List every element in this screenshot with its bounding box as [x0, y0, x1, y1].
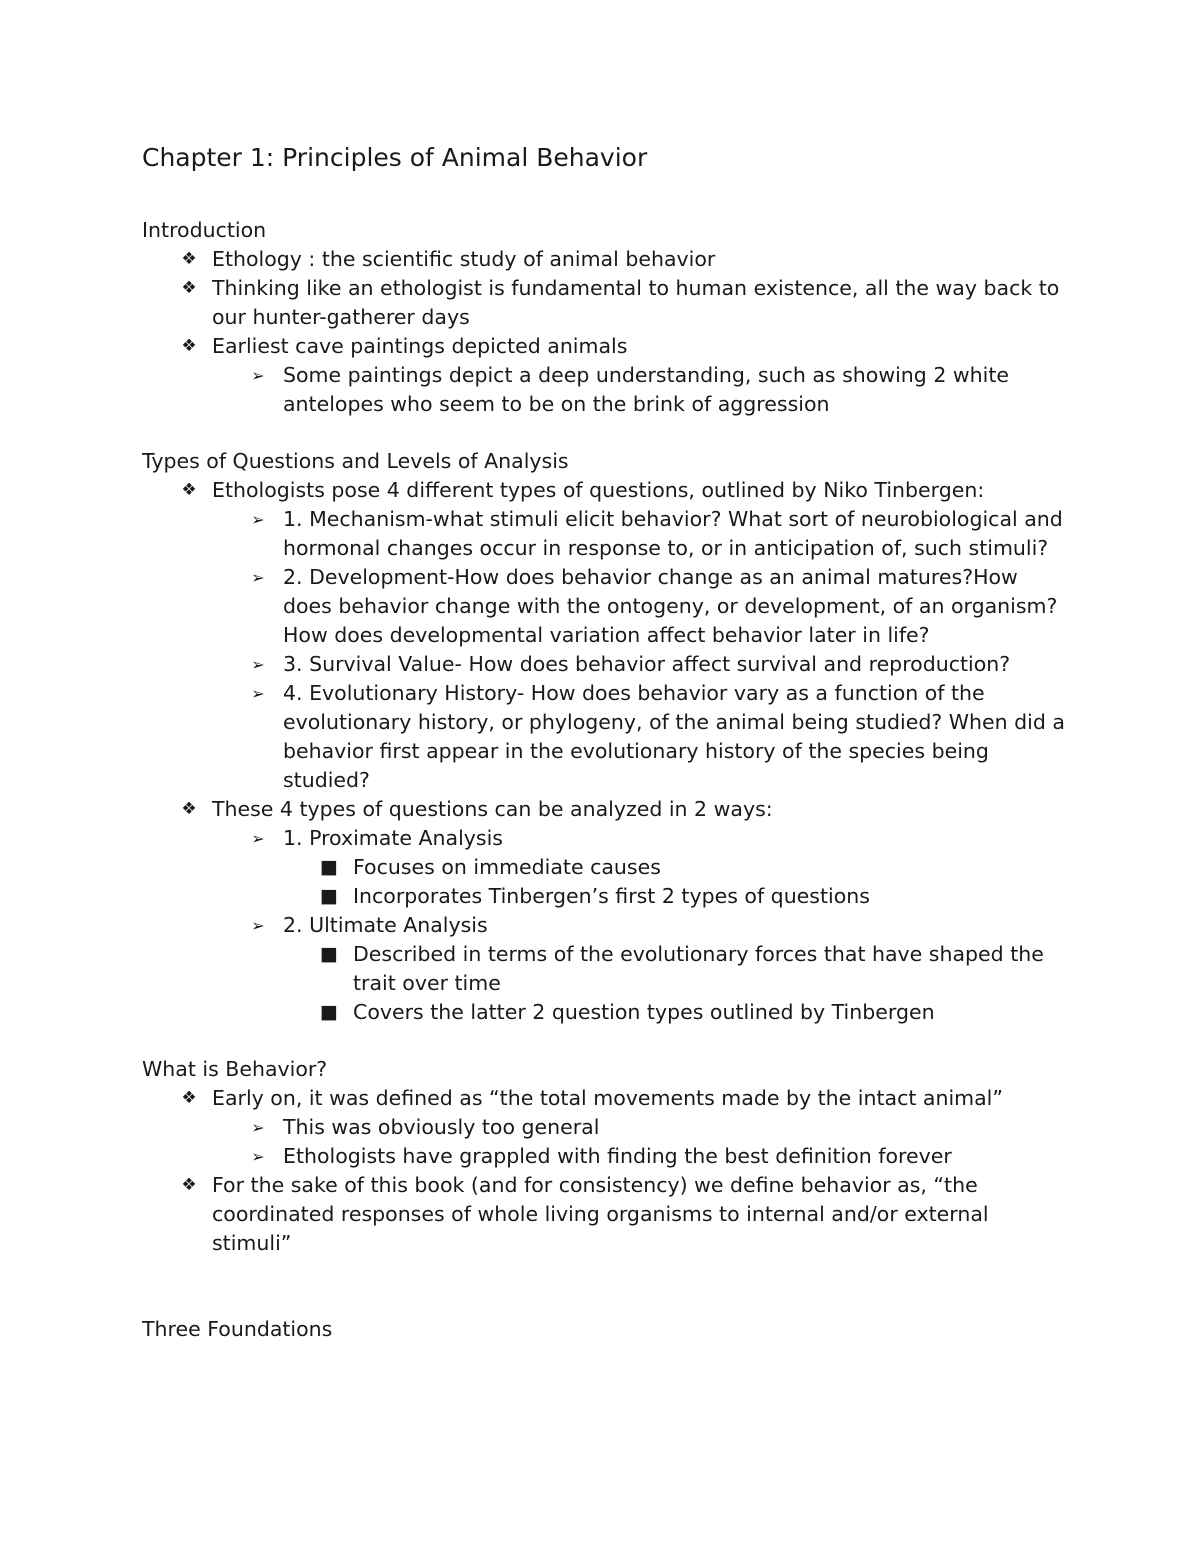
- list-item-text: Earliest cave paintings depicted animals: [212, 334, 628, 358]
- list-item-text: Covers the latter 2 question types outlined by Tinbergen: [353, 1000, 935, 1024]
- arrow-bullet-icon: ➢: [251, 655, 265, 674]
- arrow-bullet-icon: ➢: [251, 510, 265, 529]
- square-bullet-icon: ■: [320, 1001, 338, 1023]
- list-item: [142, 1084, 1072, 1113]
- section-types-of-questions: [142, 447, 1072, 1027]
- list-item: [142, 882, 1072, 911]
- diamond-bullet-icon: ❖: [181, 1088, 197, 1108]
- list-item-text: 4. Evolutionary History- How does behavior vary as a function of the evolutionary history, or phylogeny, of the animal being studied? When did a behavior first appear in the evolutionary history of the species being studied?: [283, 681, 1065, 792]
- list-item: [142, 505, 1072, 563]
- list-item: [142, 911, 1072, 940]
- list-item: [142, 1113, 1072, 1142]
- list-item-text: 3. Survival Value- How does behavior affect survival and reproduction?: [283, 652, 1011, 676]
- list-item: [142, 563, 1072, 650]
- list-item-text: For the sake of this book (and for consistency) we define behavior as, “the coordinated responses of whole living organisms to internal and/or external stimuli”: [212, 1173, 989, 1255]
- square-bullet-icon: ■: [320, 856, 338, 878]
- page-title: Chapter 1: Principles of Animal Behavior: [142, 143, 648, 172]
- arrow-bullet-icon: ➢: [251, 684, 265, 703]
- spacer: [142, 419, 1072, 447]
- diamond-bullet-icon: ❖: [181, 249, 197, 269]
- arrow-bullet-icon: ➢: [251, 568, 265, 587]
- arrow-bullet-icon: ➢: [251, 1118, 265, 1137]
- list-item-text: Early on, it was defined as “the total movements made by the intact animal”: [212, 1086, 1004, 1110]
- list-item: [142, 1171, 1072, 1258]
- list-item: [142, 679, 1072, 795]
- list-item-text: Focuses on immediate causes: [353, 855, 661, 879]
- list-item: [142, 998, 1072, 1027]
- section-heading: What is Behavior?: [142, 1057, 328, 1081]
- list-item: [142, 824, 1072, 853]
- list-item: [142, 795, 1072, 824]
- section-heading: Types of Questions and Levels of Analysis: [142, 449, 569, 473]
- list-item-text: Some paintings depict a deep understanding, such as showing 2 white antelopes who seem to be on the brink of aggression: [283, 363, 1009, 416]
- square-bullet-icon: ■: [320, 885, 338, 907]
- list-item: [142, 274, 1072, 332]
- list-item: [142, 1142, 1072, 1171]
- spacer: [142, 1027, 1072, 1055]
- arrow-bullet-icon: ➢: [251, 916, 265, 935]
- bullet-list: [142, 476, 1072, 1027]
- list-item-text: 1. Proximate Analysis: [283, 826, 503, 850]
- arrow-bullet-icon: ➢: [251, 829, 265, 848]
- spacer: [142, 1258, 1072, 1315]
- arrow-bullet-icon: ➢: [251, 1147, 265, 1166]
- list-item: [142, 332, 1072, 361]
- list-item-text: This was obviously too general: [283, 1115, 600, 1139]
- section-what-is-behavior: [142, 1055, 1072, 1258]
- section-heading: Three Foundations: [142, 1317, 333, 1341]
- list-item: [142, 940, 1072, 998]
- section-three-foundations: [142, 1315, 1072, 1344]
- spacer: [142, 174, 1072, 216]
- section-heading: Introduction: [142, 218, 267, 242]
- list-item-text: Incorporates Tinbergen’s first 2 types of questions: [353, 884, 870, 908]
- arrow-bullet-icon: ➢: [251, 366, 265, 385]
- list-item: [142, 245, 1072, 274]
- list-item-text: Thinking like an ethologist is fundamental to human existence, all the way back to our hunter-gatherer days: [212, 276, 1060, 329]
- list-item: [142, 650, 1072, 679]
- list-item-text: These 4 types of questions can be analyzed in 2 ways:: [212, 797, 773, 821]
- diamond-bullet-icon: ❖: [181, 336, 197, 356]
- bullet-list: [142, 245, 1072, 419]
- list-item-text: Ethologists pose 4 different types of questions, outlined by Niko Tinbergen:: [212, 478, 985, 502]
- bullet-list: [142, 1084, 1072, 1258]
- square-bullet-icon: ■: [320, 943, 338, 965]
- list-item-text: Described in terms of the evolutionary forces that have shaped the trait over time: [353, 942, 1044, 995]
- list-item: [142, 476, 1072, 505]
- list-item-text: Ethologists have grappled with finding the best definition forever: [283, 1144, 952, 1168]
- list-item-text: 2. Development-How does behavior change as an animal matures?How does behavior change with the ontogeny, or development, of an organism? How does developmental variation affect behavior later in life?: [283, 565, 1058, 647]
- list-item-text: 1. Mechanism-what stimuli elicit behavior? What sort of neurobiological and hormonal changes occur in response to, or in anticipation of, such stimuli?: [283, 507, 1063, 560]
- section-introduction: [142, 216, 1072, 419]
- list-item: [142, 361, 1072, 419]
- diamond-bullet-icon: ❖: [181, 799, 197, 819]
- list-item-text: Ethology : the scientific study of animal behavior: [212, 247, 716, 271]
- diamond-bullet-icon: ❖: [181, 480, 197, 500]
- list-item: [142, 853, 1072, 882]
- diamond-bullet-icon: ❖: [181, 1175, 197, 1195]
- list-item-text: 2. Ultimate Analysis: [283, 913, 488, 937]
- document-page: [142, 142, 1072, 1344]
- diamond-bullet-icon: ❖: [181, 278, 197, 298]
